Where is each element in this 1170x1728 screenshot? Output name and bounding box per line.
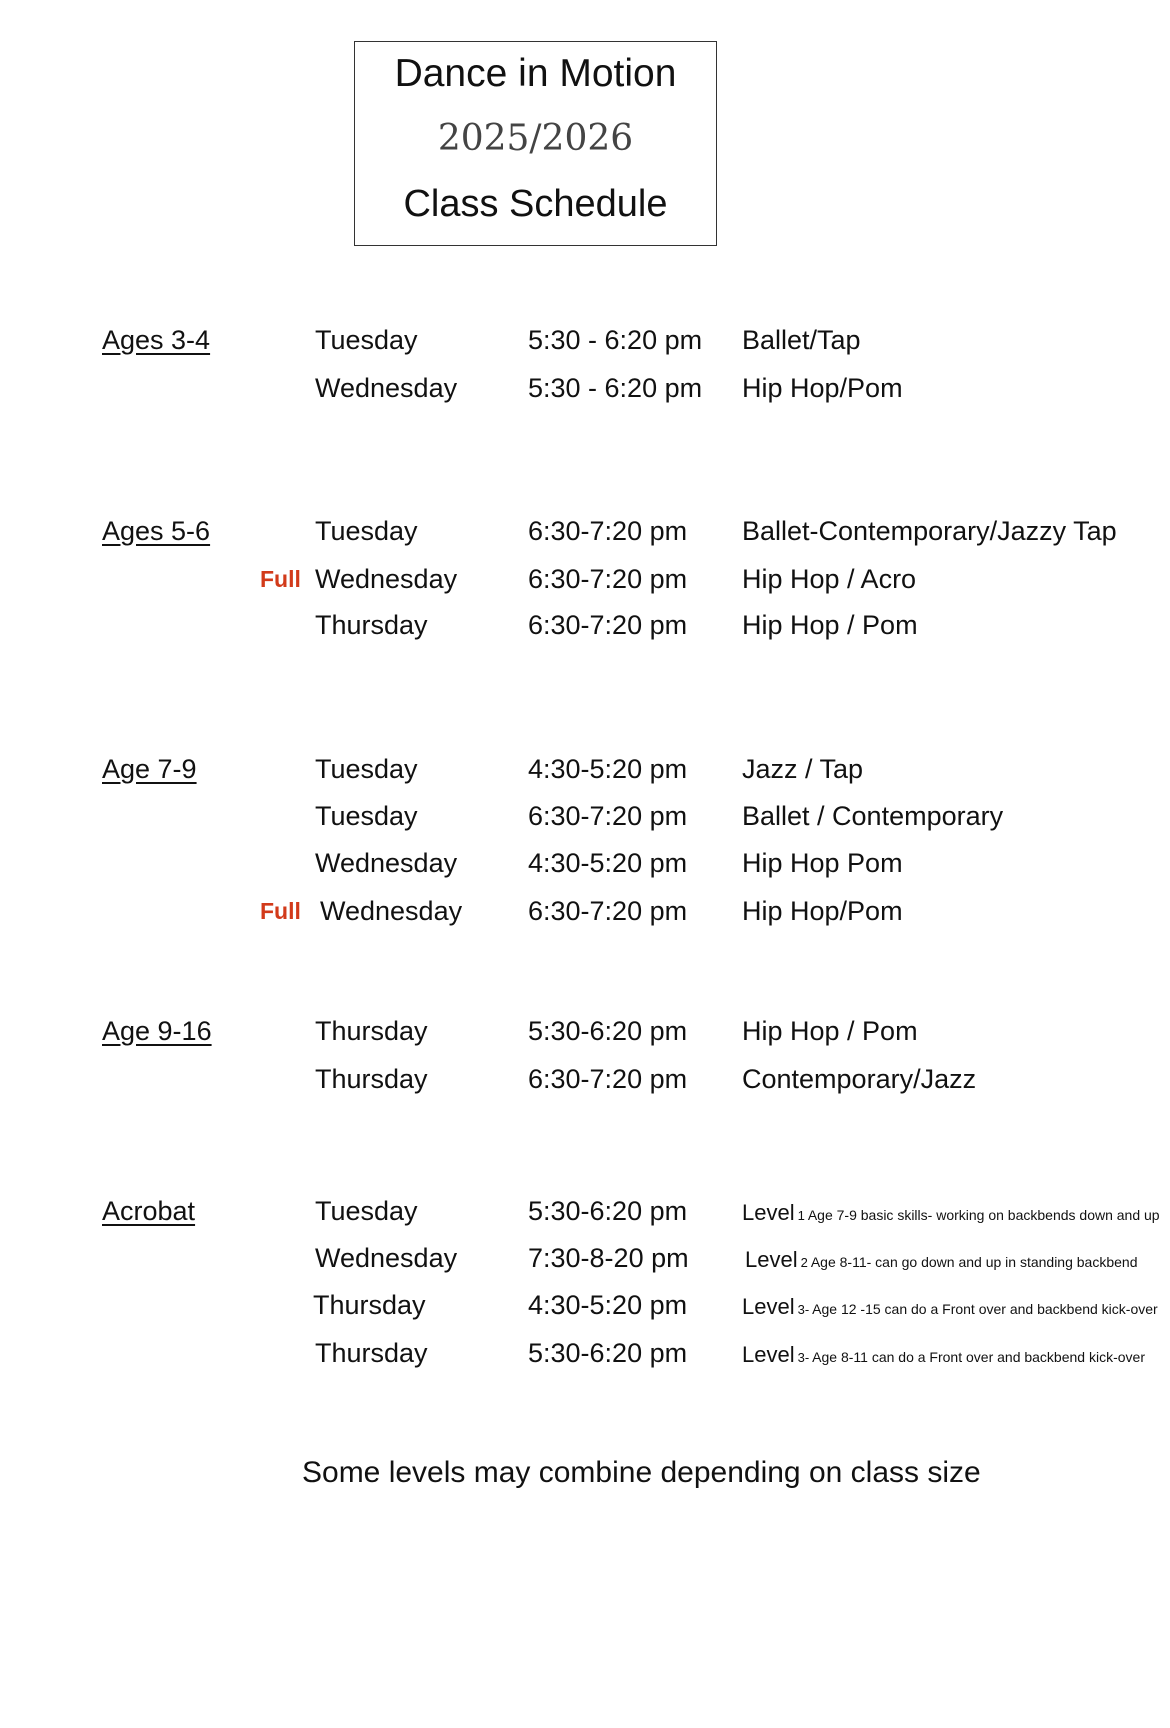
class-time: 5:30 - 6:20 pm	[528, 373, 703, 403]
schedule-row	[0, 1011, 1170, 1051]
class-time: 4:30-5:20 pm	[528, 848, 688, 878]
level-label: Level	[745, 1247, 798, 1272]
class-level-info	[745, 1238, 1137, 1283]
footer-note: Some levels may combine depending on class size	[302, 1456, 981, 1489]
schedule-row	[0, 749, 1170, 789]
schedule-row	[0, 1191, 1170, 1231]
class-day: Thursday	[315, 1338, 428, 1368]
class-name: Ballet / Contemporary	[742, 801, 1004, 831]
class-day: Wednesday	[315, 373, 458, 403]
level-description: Age 8-11- can go down and up in standing backbend	[810, 1254, 1138, 1270]
schedule-row	[0, 796, 1170, 836]
title-box	[354, 41, 717, 246]
class-day: Tuesday	[315, 325, 418, 355]
class-name: Ballet-Contemporary/Jazzy Tap	[742, 516, 1117, 546]
class-name: Hip Hop / Pom	[742, 1016, 918, 1046]
class-name: Hip Hop Pom	[742, 848, 903, 878]
schedule-row	[0, 1059, 1170, 1099]
schedule-row	[0, 511, 1170, 551]
full-badge: Full	[260, 566, 301, 592]
class-level-info	[742, 1191, 1160, 1236]
schedule-row	[0, 320, 1170, 360]
schedule-row	[0, 1238, 1170, 1278]
age-group-label: Acrobat	[102, 1196, 196, 1226]
class-time: 6:30-7:20 pm	[528, 564, 688, 594]
schedule-row	[0, 843, 1170, 883]
level-description: Age 8-11 can do a Front over and backbend kick-over	[812, 1349, 1145, 1365]
level-label: Level	[742, 1342, 795, 1367]
schedule-row	[0, 559, 1170, 599]
class-day: Wednesday	[315, 1243, 458, 1273]
full-badge: Full	[260, 898, 301, 924]
schedule-row	[0, 891, 1170, 931]
class-time: 7:30-8-20 pm	[528, 1243, 689, 1273]
class-time: 5:30-6:20 pm	[528, 1016, 688, 1046]
class-day: Thursday	[315, 610, 428, 640]
class-day: Thursday	[315, 1016, 428, 1046]
level-description: Age 7-9 basic skills- working on backbends down and up	[807, 1207, 1160, 1223]
class-time: 6:30-7:20 pm	[528, 1064, 688, 1094]
age-group-label: Ages 3-4	[102, 325, 211, 355]
class-day: Tuesday	[315, 754, 418, 784]
class-time: 6:30-7:20 pm	[528, 896, 688, 926]
class-name: Contemporary/Jazz	[742, 1064, 977, 1094]
class-name: Hip Hop/Pom	[742, 373, 903, 403]
schedule-row	[0, 1285, 1170, 1325]
level-number: 3-	[797, 1302, 810, 1317]
schedule-row	[0, 1333, 1170, 1373]
level-number: 3-	[797, 1350, 810, 1365]
class-name: Jazz / Tap	[742, 754, 864, 784]
class-time: 5:30-6:20 pm	[528, 1196, 688, 1226]
level-description: Age 12 -15 can do a Front over and backbend kick-over	[812, 1301, 1158, 1317]
class-name: Hip Hop/Pom	[742, 896, 903, 926]
class-name: Hip Hop / Acro	[742, 564, 917, 594]
season-year: 2025/2026	[437, 118, 634, 159]
class-time: 6:30-7:20 pm	[528, 801, 688, 831]
class-day: Wednesday	[315, 848, 458, 878]
class-level-info	[742, 1333, 1145, 1378]
class-day: Tuesday	[315, 516, 418, 546]
age-group-label: Ages 5-6	[102, 516, 211, 546]
class-level-info	[742, 1285, 1158, 1330]
class-time: 4:30-5:20 pm	[528, 1290, 688, 1320]
level-number: 2	[800, 1255, 808, 1270]
age-group-label: Age 7-9	[102, 754, 197, 784]
class-time: 5:30 - 6:20 pm	[528, 325, 703, 355]
class-day: Tuesday	[315, 1196, 418, 1226]
level-label: Level	[742, 1200, 795, 1225]
class-day: Tuesday	[315, 801, 418, 831]
class-time: 4:30-5:20 pm	[528, 754, 688, 784]
level-label: Level	[742, 1294, 795, 1319]
class-name: Ballet/Tap	[742, 325, 861, 355]
studio-name: Dance in Motion	[394, 52, 677, 95]
class-name: Hip Hop / Pom	[742, 610, 918, 640]
class-day: Wednesday	[315, 564, 458, 594]
class-time: 6:30-7:20 pm	[528, 516, 688, 546]
schedule-row	[0, 368, 1170, 408]
age-group-label: Age 9-16	[102, 1016, 212, 1046]
schedule-row	[0, 605, 1170, 645]
class-day: Thursday	[315, 1064, 428, 1094]
class-day: Thursday	[313, 1290, 426, 1320]
class-day: Wednesday	[320, 896, 463, 926]
class-time: 6:30-7:20 pm	[528, 610, 688, 640]
class-time: 5:30-6:20 pm	[528, 1338, 688, 1368]
schedule-title: Class Schedule	[403, 183, 668, 225]
level-number: 1	[797, 1208, 805, 1223]
